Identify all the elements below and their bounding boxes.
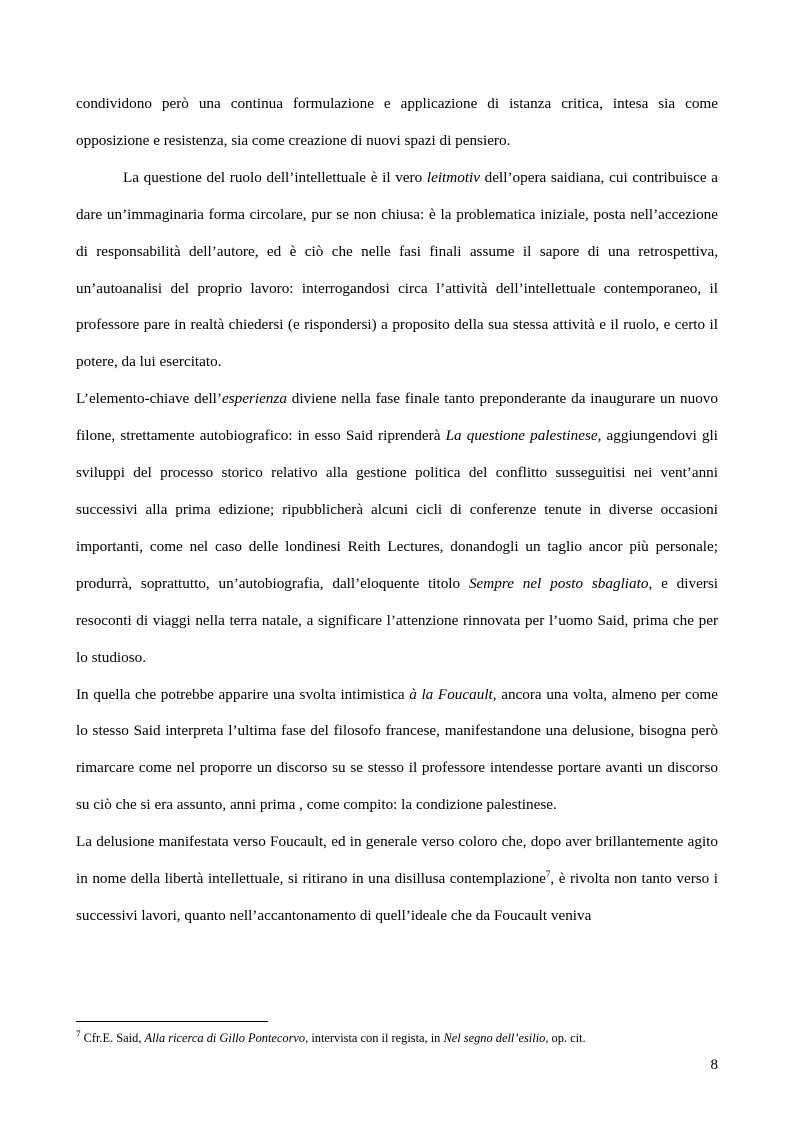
footnote-text-e: , op. cit. — [545, 1031, 586, 1045]
footnote-text-c: , intervista con il regista, in — [305, 1031, 444, 1045]
paragraph-5 — [76, 824, 718, 935]
paragraph-2-italic-leitmotiv: leitmotiv — [426, 168, 481, 186]
paragraph-4-text-c: , ancora una volta, almeno per come lo stesso Said interpreta l’ultima fase del filosofo francese, manifestandone una delusione, bisogna però rimarcare come nel proporre un discorso su se stesso il professore intendesse portare avanti un discorso su ciò che si era assunto, anni prima , come compito: la condizione palestinese. — [76, 685, 718, 814]
paragraph-2 — [76, 160, 718, 381]
paragraph-3 — [76, 381, 718, 676]
paragraph-1 — [76, 86, 718, 160]
paragraph-4-italic-foucault: à la Foucault — [409, 685, 493, 703]
paragraph-2-text-c: dell’opera saidiana, cui contribuisce a dare un’immaginaria forma circolare, pur se non chiusa: è la problematica iniziale, posta nell’accezione di responsabilità dell’autore, ed è ciò che nelle fasi finali assume il sapore di una retrospettiva, un’autoanalisi del proprio lavoro: interrogandosi circa l’attività dell’intellettuale contemporaneo, il professore pare in realtà chiedersi (e rispondersi) a proposito della sua stessa attività e il ruolo, e certo il potere, da lui esercitato. — [76, 168, 718, 371]
paragraph-3-italic-autobiography-title: Sempre nel posto sbagliato — [468, 574, 649, 592]
footnote-italic-title: Alla ricerca di Gillo Pontecorvo — [144, 1031, 306, 1045]
footnote-italic-book: Nel segno dell’esilio — [443, 1031, 546, 1045]
paragraph-1-text: condividono però una continua formulazione e applicazione di istanza critica, intesa sia come opposizione e resistenza, sia come creazione di nuovi spazi di pensiero. — [76, 95, 718, 149]
paragraph-3-text-g: , e diversi resoconti di viaggi nella terra natale, a significare l’attenzione rinnovata per l’uomo Said, prima che per lo studioso. — [76, 574, 718, 666]
paragraph-3-text-a: L’elemento-chiave dell’ — [76, 390, 222, 408]
paragraph-2-text-a: La questione del ruolo dell’intellettuale è il vero — [123, 168, 427, 186]
paragraph-5-text-c: , è rivolta non tanto verso i successivi lavori, quanto nell’accantonamento di quell’ideale che da Foucault veniva — [76, 870, 718, 924]
paragraph-4-text-a: In quella che potrebbe apparire una svolta intimistica — [76, 685, 410, 703]
paragraph-5-text-a: La delusione manifestata verso Foucault, ed in generale verso coloro che, dopo aver brillantemente agito in nome della libertà intellettuale, si ritirano in una disillusa contemplazione — [76, 833, 718, 888]
paragraph-3-italic-book-title: La questione palestinese — [445, 427, 598, 445]
footnote-separator — [76, 1021, 268, 1022]
footnote — [76, 1030, 718, 1046]
footnote-text-a: Cfr.E. Said, — [80, 1031, 145, 1045]
footnote-number: 7 — [76, 1028, 81, 1039]
paragraph-3-italic-esperienza: esperienza — [221, 390, 287, 408]
paragraph-4 — [76, 677, 718, 825]
footnote-reference[interactable]: 7 — [545, 868, 551, 879]
page-body — [76, 86, 718, 935]
page-number: 8 — [710, 1057, 718, 1073]
paragraph-3-text-c: diviene nella fase finale tanto preponderante da inaugurare un nuovo filone, strettamente autobiografico: in esso Said riprenderà — [76, 390, 718, 445]
paragraph-3-text-e: , aggiungendovi gli sviluppi del processo storico relativo alla gestione politica del conflitto susseguitisi nei vent’anni successivi alla prima edizione; ripubblicherà alcuni cicli di conferenze tenute in diverse occasioni importanti, come nel caso delle londinesi Reith Lectures, donandogli un taglio ancor più personale; produrrà, soprattutto, un’autobiografia, dall’eloquente titolo — [76, 427, 718, 592]
